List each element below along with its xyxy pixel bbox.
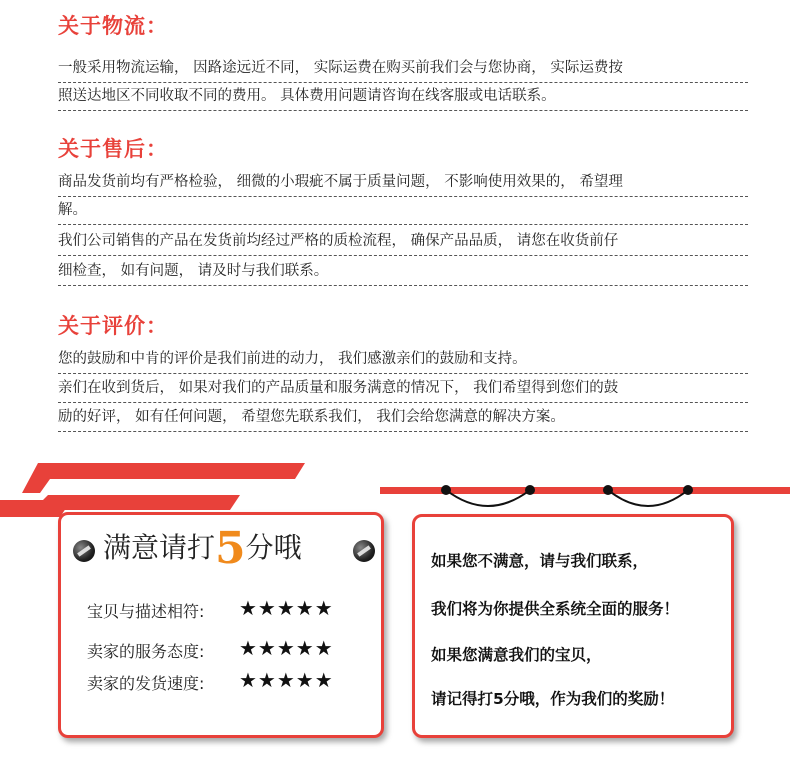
stars-shipping: ★★★★★ bbox=[239, 668, 334, 692]
rating-label: 卖家的发货速度: bbox=[87, 674, 205, 693]
review-line-3: 励的好评， 如有任何问题， 希望您先联系我们， 我们会给您满意的解决方案。 bbox=[58, 404, 748, 432]
rating-title bbox=[103, 523, 302, 574]
message-line-1: 如果您不满意，请与我们联系， bbox=[431, 552, 649, 570]
review-line-2: 亲们在收到货后， 如果对我们的产品质量和服务满意的情况下， 我们希望得到您们的鼓 bbox=[58, 375, 748, 403]
stripe-left-band bbox=[0, 500, 60, 514]
after-sales-section bbox=[58, 133, 748, 293]
stars-description: ★★★★★ bbox=[239, 596, 334, 620]
review-title: 关于评价： bbox=[58, 314, 168, 338]
message-line-3: 如果您满意我们的宝贝， bbox=[431, 646, 602, 664]
after-sales-line-1: 商品发货前均有严格检验， 细微的小瑕疵不属于质量问题， 不影响使用效果的， 希望理 bbox=[58, 169, 748, 197]
review-section bbox=[58, 310, 748, 440]
after-sales-title: 关于售后： bbox=[58, 137, 168, 161]
rating-title-before: 满意请打 bbox=[103, 531, 216, 564]
logistics-title: 关于物流： bbox=[58, 14, 168, 38]
logistics-line-1: 一般采用物流运输， 因路途远近不同， 实际运费在购买前我们会与您协商， 实际运费按 bbox=[58, 55, 748, 83]
after-sales-line-3: 我们公司销售的产品在发货前均经过严格的质检流程， 确保产品品质， 请您在收货前仔 bbox=[58, 228, 748, 256]
rating-title-after: 分哦 bbox=[245, 531, 302, 564]
screw-left-icon bbox=[73, 540, 95, 562]
rating-label: 卖家的服务态度: bbox=[87, 642, 205, 661]
rating-title-number: 5 bbox=[215, 523, 246, 574]
review-line-1: 您的鼓励和中肯的评价是我们前进的动力， 我们感激亲们的鼓励和支持。 bbox=[58, 346, 748, 374]
stripe-left-top bbox=[0, 463, 305, 493]
stripe-left-mid bbox=[52, 495, 240, 510]
message-card bbox=[412, 514, 734, 738]
message-line-4: 请记得打5分哦，作为我们的奖励！ bbox=[431, 690, 675, 708]
stars-service: ★★★★★ bbox=[239, 636, 334, 660]
logistics-line-2: 照送达地区不同收取不同的费用。 具体费用问题请咨询在线客服或电话联系。 bbox=[58, 83, 748, 111]
after-sales-line-2: 解。 bbox=[58, 197, 748, 225]
rating-label: 宝贝与描述相符: bbox=[87, 602, 205, 621]
after-sales-line-4: 细检查， 如有问题， 请及时与我们联系。 bbox=[58, 258, 748, 286]
message-line-2: 我们将为你提供全系统全面的服务！ bbox=[431, 600, 680, 618]
rating-card bbox=[58, 512, 384, 738]
logistics-section bbox=[58, 10, 748, 110]
screw-right-icon bbox=[353, 540, 375, 562]
